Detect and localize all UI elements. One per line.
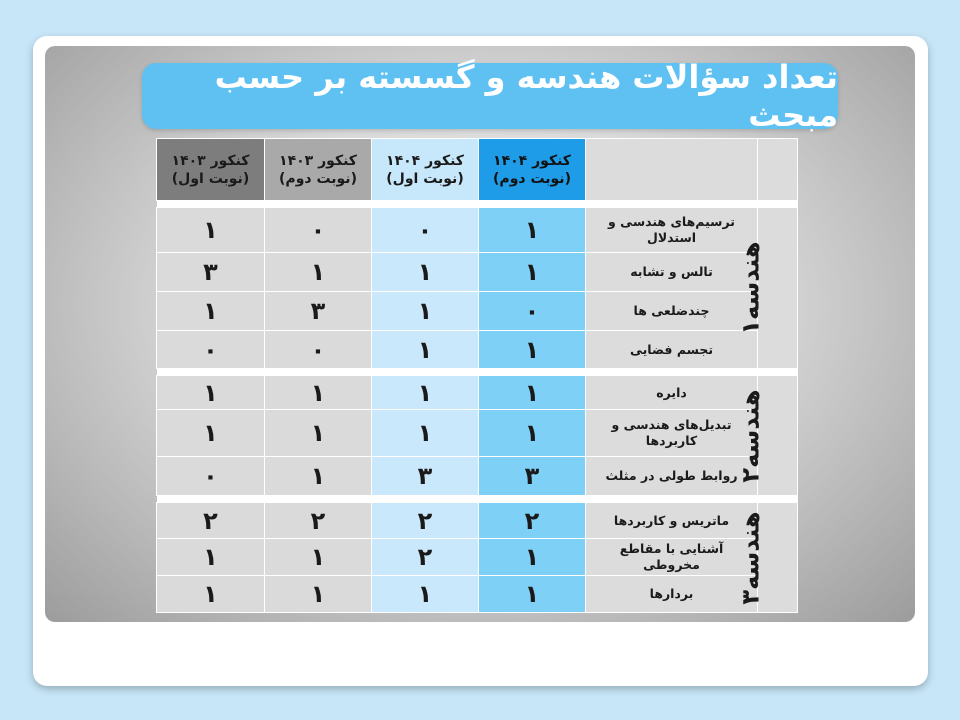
value-cell: ۱ [157, 292, 265, 331]
value-cell: ۱ [479, 539, 586, 576]
topic-cell: تبدیل‌های هندسی و کاربردها [586, 410, 758, 457]
value-cell: ۱ [265, 253, 372, 292]
header-empty-group [758, 139, 798, 201]
value-cell: ۱ [479, 253, 586, 292]
group-label: هندسه۱ [758, 208, 798, 369]
value-cell: ۱ [479, 576, 586, 613]
table-row [157, 410, 798, 457]
topic-cell: ترسیم‌های هندسی و استدلال [586, 208, 758, 253]
value-cell: ۱ [157, 410, 265, 457]
value-cell: ۱ [265, 576, 372, 613]
table-row [157, 503, 798, 539]
group-label: هندسه۳ [758, 503, 798, 613]
header-konkur-1403-second: کنکور ۱۴۰۳ (نوبت دوم) [265, 139, 372, 201]
value-cell: ۱ [265, 410, 372, 457]
value-cell: ۱ [372, 253, 479, 292]
value-cell: ۱ [372, 576, 479, 613]
topic-cell: چندضلعی ها [586, 292, 758, 331]
value-cell: ۳ [157, 253, 265, 292]
value-cell: ۰ [265, 208, 372, 253]
value-cell: ۱ [265, 539, 372, 576]
group-label: هندسه۲ [758, 376, 798, 496]
questions-table [156, 138, 798, 613]
header-konkur-1404-second: کنکور ۱۴۰۴ (نوبت دوم) [479, 139, 586, 201]
value-cell: ۱ [372, 331, 479, 369]
topic-cell: تالس و تشابه [586, 253, 758, 292]
value-cell: ۱ [372, 376, 479, 410]
header-konkur-1403-first: کنکور ۱۴۰۳ (نوبت اول) [157, 139, 265, 201]
header-row [157, 139, 798, 201]
value-cell: ۱ [479, 376, 586, 410]
value-cell: ۰ [479, 292, 586, 331]
value-cell: ۱ [157, 539, 265, 576]
value-cell: ۰ [372, 208, 479, 253]
topic-cell: بردارها [586, 576, 758, 613]
value-cell: ۳ [372, 457, 479, 496]
header-empty-topic [586, 139, 758, 201]
value-cell: ۱ [479, 410, 586, 457]
table-row [157, 576, 798, 613]
value-cell: ۰ [265, 331, 372, 369]
topic-cell: آشنایی با مقاطع مخروطی [586, 539, 758, 576]
table-row [157, 253, 798, 292]
table-row [157, 376, 798, 410]
topic-cell: تجسم فضایی [586, 331, 758, 369]
value-cell: ۳ [265, 292, 372, 331]
value-cell: ۱ [157, 208, 265, 253]
value-cell: ۰ [157, 331, 265, 369]
table-row [157, 457, 798, 496]
header-konkur-1404-first: کنکور ۱۴۰۴ (نوبت اول) [372, 139, 479, 201]
table-row [157, 331, 798, 369]
topic-cell: روابط طولی در مثلث [586, 457, 758, 496]
value-cell: ۱ [479, 208, 586, 253]
value-cell: ۱ [157, 376, 265, 410]
value-cell: ۰ [157, 457, 265, 496]
value-cell: ۱ [479, 331, 586, 369]
value-cell: ۱ [157, 576, 265, 613]
slide-title: تعداد سؤالات هندسه و گسسته بر حسب مبحث [142, 63, 838, 129]
value-cell: ۲ [372, 503, 479, 539]
value-cell: ۱ [372, 292, 479, 331]
topic-cell: دایره [586, 376, 758, 410]
table-row [157, 292, 798, 331]
value-cell: ۲ [372, 539, 479, 576]
table-row [157, 208, 798, 253]
value-cell: ۲ [479, 503, 586, 539]
value-cell: ۲ [157, 503, 265, 539]
value-cell: ۲ [265, 503, 372, 539]
topic-cell: ماتریس و کاربردها [586, 503, 758, 539]
table-row [157, 539, 798, 576]
value-cell: ۱ [372, 410, 479, 457]
value-cell: ۱ [265, 457, 372, 496]
value-cell: ۳ [479, 457, 586, 496]
value-cell: ۱ [265, 376, 372, 410]
